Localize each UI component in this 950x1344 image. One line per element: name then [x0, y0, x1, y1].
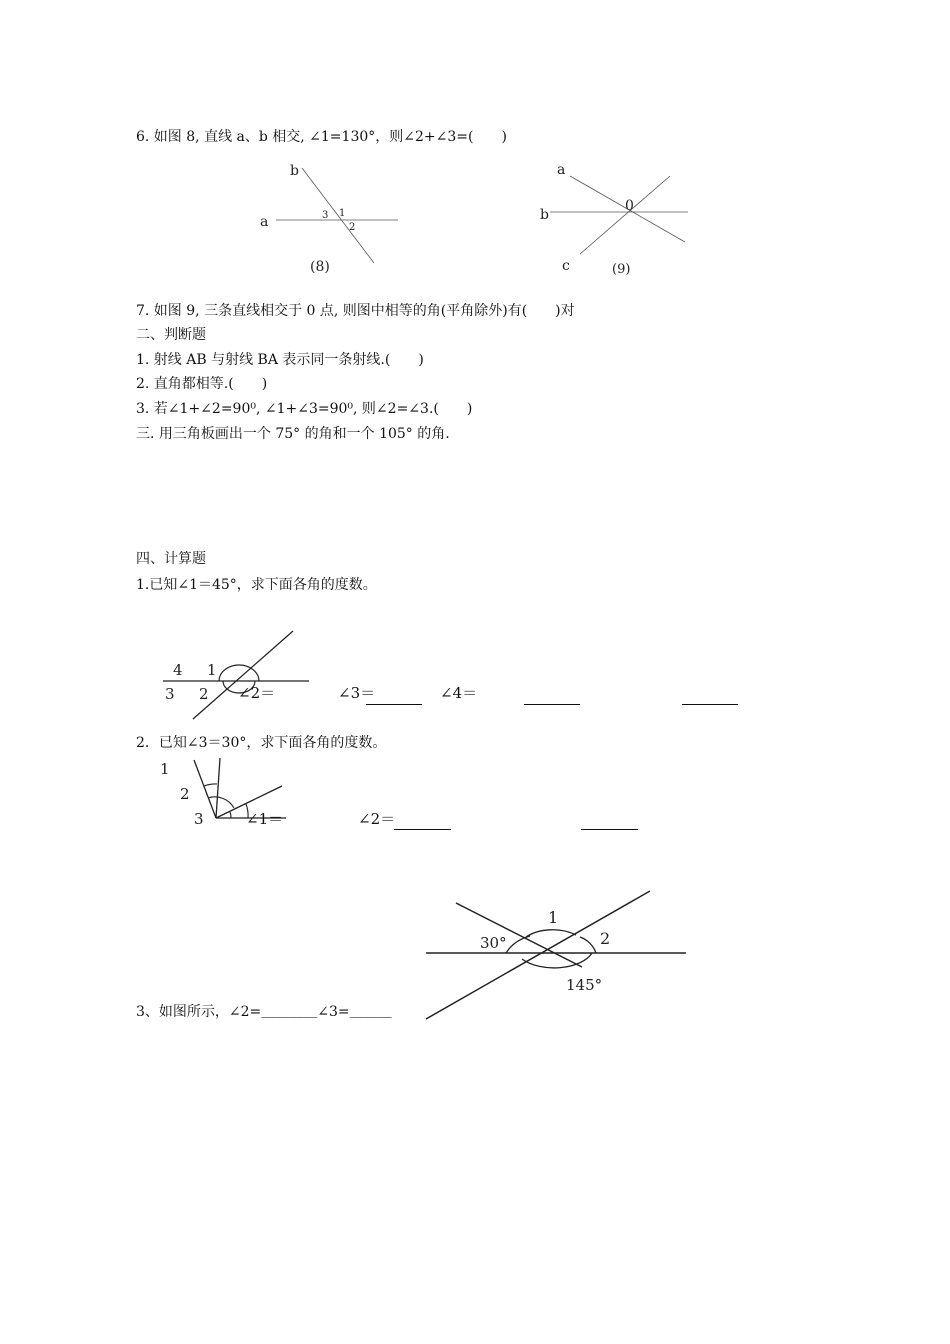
calc-p1-text: 1.已知∠1＝45°，求下面各角的度数。	[136, 577, 377, 593]
p2-angle2-label: ∠2＝	[358, 810, 396, 828]
calc-p2-text: 2．已知∠3＝30°，求下面各角的度数。	[136, 735, 387, 751]
diagonal-ascending	[426, 891, 650, 1019]
p1-angle3-blank[interactable]	[366, 704, 422, 705]
angle-arc-2	[580, 937, 596, 953]
p1-angle4-blank[interactable]	[524, 704, 580, 705]
p2-angle1-label: ∠1＝	[246, 810, 284, 828]
line-c	[580, 176, 670, 254]
label-b: b	[290, 163, 299, 179]
label-145deg: 145°	[566, 976, 603, 994]
label-b: b	[540, 207, 549, 223]
judge-item-3: 3. 若∠1+∠2=90⁰, ∠1+∠3=90⁰, 则∠2=∠3.( )	[136, 401, 473, 417]
q6-text: 6. 如图 8, 直线 a、b 相交, ∠1=130°，则∠2+∠3=( )	[136, 129, 507, 145]
section3-title: 三. 用三角板画出一个 75° 的角和一个 105° 的角.	[136, 426, 450, 442]
calc-p3-text: 3、如图所示，∠2=＿＿＿＿∠3=＿＿＿	[136, 1004, 392, 1020]
label-2: 2	[600, 929, 611, 948]
label-1: 1	[339, 208, 346, 219]
label-1: 1	[548, 908, 559, 927]
p2-angle2-blank[interactable]	[394, 829, 451, 830]
angle-arc-145	[522, 953, 592, 968]
caption-8: (8)	[310, 259, 330, 275]
p1-angle2-label: ∠2＝	[238, 684, 276, 702]
label-2: 2	[180, 785, 190, 803]
label-30deg: 30°	[480, 934, 507, 952]
section4-title: 四、计算题	[136, 551, 206, 567]
ray-2	[216, 758, 220, 818]
label-a: a	[557, 162, 566, 178]
label-3: 3	[322, 210, 329, 221]
caption-9: (9)	[612, 262, 631, 277]
label-2: 2	[349, 222, 356, 233]
calc-figure-1	[155, 625, 315, 725]
q7-text: 7. 如图 9, 三条直线相交于 0 点, 则图中相等的角(平角除外)有( )对	[136, 303, 575, 319]
p1-angle3-label: ∠3＝	[338, 684, 376, 702]
label-3: 3	[165, 685, 175, 703]
p2-extra-blank[interactable]	[581, 829, 638, 830]
label-3: 3	[194, 810, 204, 828]
angle-arc-1	[526, 930, 576, 937]
line-b	[302, 168, 374, 263]
angle-arc-1	[204, 784, 217, 786]
angle-arc-3	[230, 812, 231, 818]
diagonal-descending	[456, 903, 582, 967]
label-1: 1	[160, 760, 170, 778]
p1-extra-blank[interactable]	[682, 704, 738, 705]
section2-title: 二、判断题	[136, 327, 206, 343]
p1-angle4-label: ∠4＝	[440, 684, 478, 702]
figure-8	[250, 158, 420, 278]
judge-item-2: 2. 直角都相等.( )	[136, 376, 268, 392]
judge-item-1: 1. 射线 AB 与射线 BA 表示同一条射线.( )	[136, 352, 424, 368]
label-1: 1	[207, 661, 217, 679]
label-o: 0	[625, 198, 634, 214]
label-c: c	[562, 258, 570, 274]
label-4: 4	[173, 661, 183, 679]
label-2: 2	[199, 685, 209, 703]
calc-figure-3	[420, 885, 695, 1025]
label-a: a	[260, 214, 269, 230]
figure-9	[530, 158, 700, 283]
